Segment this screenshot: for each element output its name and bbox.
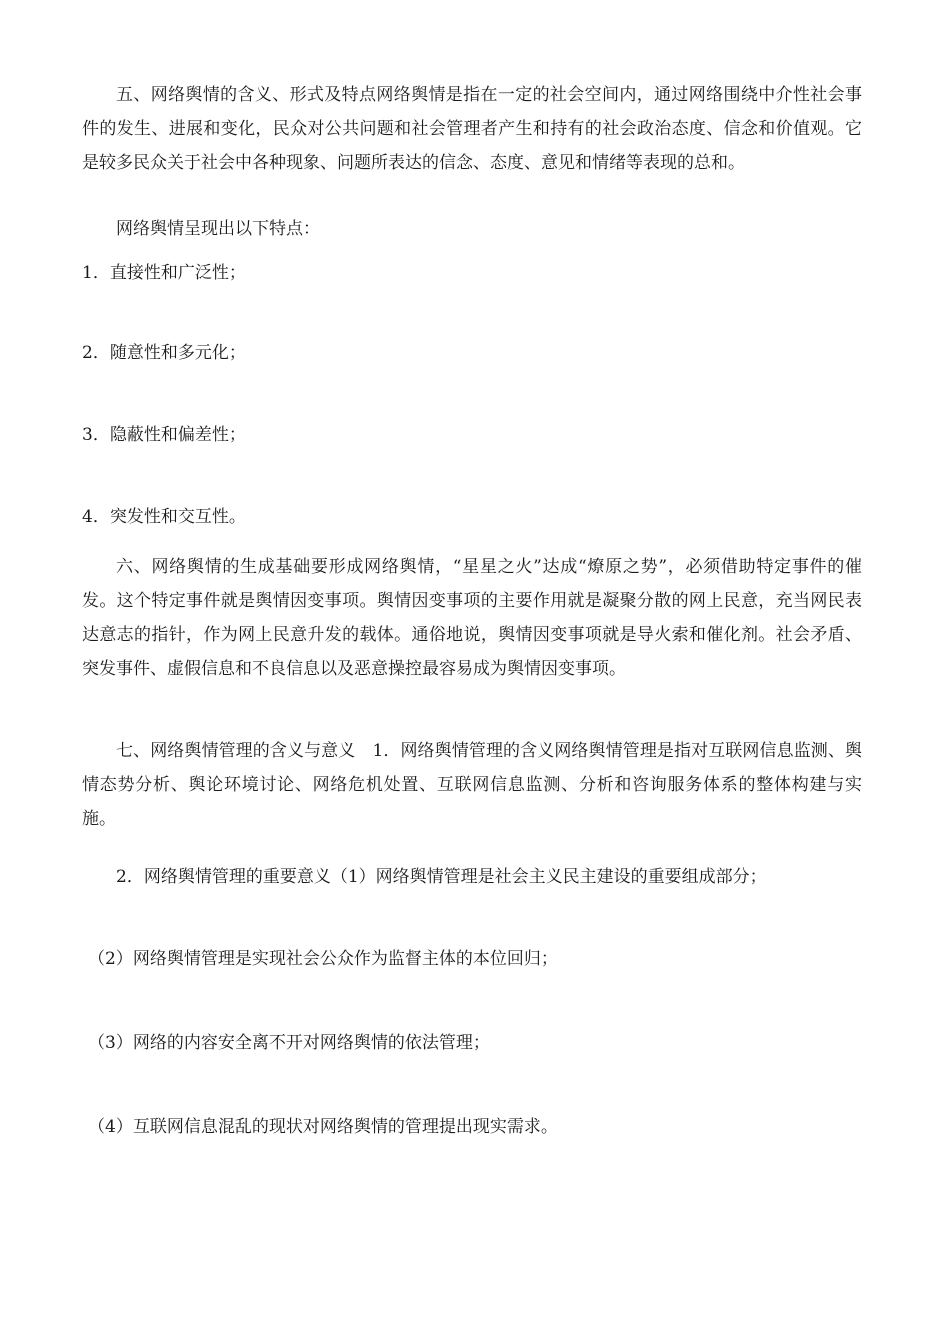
importance-item-4: （4）互联网信息混乱的现状对网络舆情的管理提出现实需求。 bbox=[88, 1117, 558, 1137]
feature-item-3: 3．隐蔽性和偏差性； bbox=[82, 425, 246, 445]
section-five-paragraph: 五、网络舆情的含义、形式及特点网络舆情是指在一定的社会空间内，通过网络围绕中介性社会事件的发生、进展和变化，民众对公共问题和社会管理者产生和持有的社会政治态度、信念和价值观。它是较多民众关于社会中各种现象、问题所表达的信念、态度、意见和情绪等表现的总和。 bbox=[82, 85, 862, 173]
importance-item-2: （2）网络舆情管理是实现社会公众作为监督主体的本位回归； bbox=[88, 949, 558, 969]
importance-item-3: （3）网络的内容安全离不开对网络舆情的依法管理； bbox=[88, 1033, 490, 1053]
features-intro: 网络舆情呈现出以下特点： bbox=[116, 219, 320, 239]
feature-item-2: 2．随意性和多元化； bbox=[82, 343, 246, 363]
section-six-paragraph: 六、网络舆情的生成基础要形成网络舆情，“星星之火”达成“燎原之势”，必须借助特定事件的催发。这个特定事件就是舆情因变事项。舆情因变事项的主要作用就是凝聚分散的网上民意，充当网民表达意志的指针，作为网上民意升发的载体。通俗地说，舆情因变事项就是导火索和催化剂。社会矛盾、突发事件、虚假信息和不良信息以及恶意操控最容易成为舆情因变事项。 bbox=[82, 557, 862, 679]
feature-item-4: 4．突发性和交互性。 bbox=[82, 507, 246, 527]
section-seven-paragraph: 七、网络舆情管理的含义与意义 1．网络舆情管理的含义网络舆情管理是指对互联网信息监测、舆情态势分析、舆论环境讨论、网络危机处置、互联网信息监测、分析和咨询服务体系的整体构建与实施。 bbox=[82, 741, 862, 829]
feature-item-1: 1．直接性和广泛性； bbox=[82, 263, 246, 283]
importance-intro: 2．网络舆情管理的重要意义（1）网络舆情管理是社会主义民主建设的重要组成部分； bbox=[116, 867, 767, 887]
